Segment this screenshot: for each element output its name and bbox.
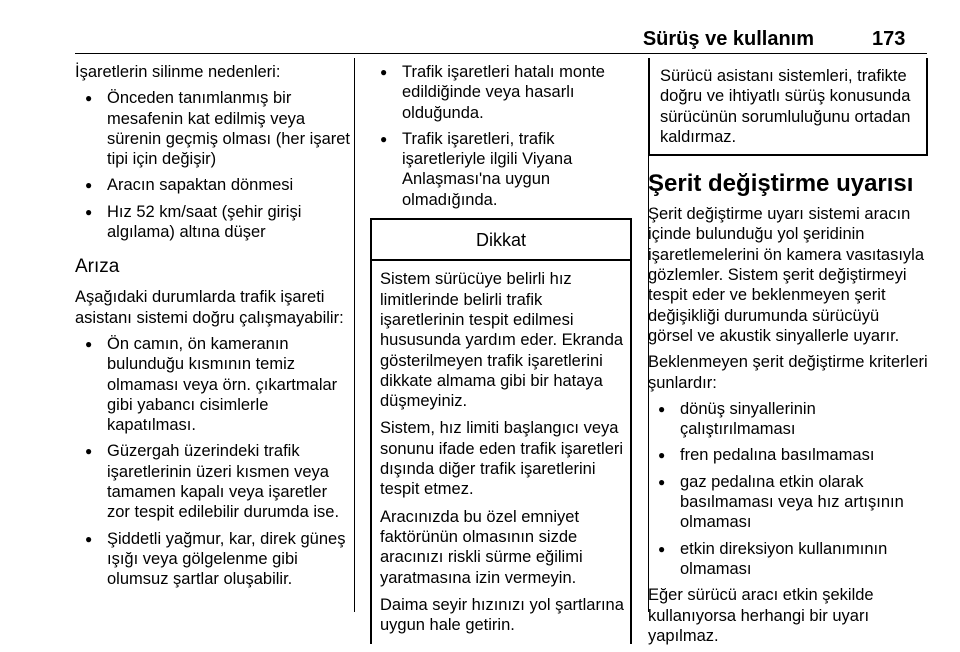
caution-box [370,218,632,644]
list-item: ● fren pedalına basılmaması [648,445,928,465]
criteria-list [648,399,928,579]
caution-paragraph: Aracınızda bu özel emniyet faktörünün olmasının sizde aracınızı riskli sürme eğilimi yaratmasına izin vermeyin. [380,507,583,587]
list-item: ● Güzergah üzerindeki trafik işaretlerinin üzeri kısmen veya tamamen kapalı veya işaretler zor tespit edilebilir durumda ise. [75,441,350,522]
lane-change-heading: Şerit değiştirme uyarısı [648,170,914,198]
column-1 [75,62,350,596]
list-item: ● gaz pedalına etkin olarak basılmaması veya hız artışının olmaması [648,472,928,533]
column-2 [370,62,632,644]
removal-reasons-list [75,88,350,242]
fault-list [75,334,350,590]
fault-list-continued [370,62,632,210]
list-item: ● Aracın sapaktan dönmesi [75,175,350,195]
list-item: ● dönüş sinyallerinin çalıştırılmaması [648,399,928,440]
list-item: ● Ön camın, ön kameranın bulunduğu kısmının temiz olmaması veya örn. çıkartmalar gibi yabancı cisimlerle kapatılması. [75,334,350,435]
caution-paragraph: Daima seyir hızınızı yol şartlarına uygun hale getirin. [380,595,624,635]
page-number: 173 [872,28,906,50]
note-box: Sürücü asistanı sistemleri, trafikte doğru ve ihtiyatlı sürüş konusunda sürücünün sorumluluğunu ortadan kaldırmaz. [648,58,928,156]
list-item: ● etkin direksiyon kullanımının olmaması [648,539,928,580]
column-3 [648,62,928,652]
criteria-intro: Beklenmeyen şerit değiştirme kriterleri şunlardır: [648,353,928,392]
caution-title: Dikkat [372,218,630,261]
fault-intro: Aşağıdaki durumlarda trafik işareti asistanı sistemi doğru çalışmayabilir: [75,288,344,327]
caution-paragraph: Sistem sürücüye belirli hız limitlerinde belirli trafik işaretlerinin tespit edilmesi hususunda yardım eder. Ekranda gösterilmeyen trafik işaretlerini dikkate almama gibi bir hataya düşmeyiniz. [380,270,624,411]
list-item: ● Trafik işaretleri hatalı monte edildiğinde veya hasarlı olduğunda. [370,62,632,123]
list-item: ● Önceden tanımlanmış bir mesafenin kat edilmiş veya sürenin geçmiş olması (her işaret tipi için değişir) [75,88,350,169]
list-item: ● Hız 52 km/saat (şehir girişi algılama) altına düşer [75,202,350,243]
page-header-title: Sürüş ve kullanım [642,28,814,50]
removal-intro: İşaretlerin silinme nedenleri: [75,63,281,81]
no-warning-text: Eğer sürücü aracı etkin şekilde kullanıyorsa herhangi bir uyarı yapılmaz. [648,586,874,645]
lane-change-description: Şerit değiştirme uyarı sistemi aracın içinde bulunduğu yol şeridinin işaretlemelerini ön kamera vasıtasıyla gözlemler. Sistem şerit değiştirmeyi tespit eder ve beklenmeyen şerit değişikliği durumunda sürücüyü görsel ve akustik sinyallerle uyarır. [648,205,925,345]
list-item: ● Trafik işaretleri, trafik işaretleriyle ilgili Viyana Anlaşması'na uygun olmadığında. [370,129,632,210]
list-item: ● Şiddetli yağmur, kar, direk güneş ışığı veya gölgelenme gibi olumsuz şartlar oluşabilir. [75,529,350,590]
caution-paragraph: Sistem, hız limiti başlangıcı veya sonunu ifade eden trafik işaretleri dışında diğer trafik işaretlerini tespit etmez. [380,419,624,499]
fault-heading: Arıza [75,256,120,278]
caution-body [372,261,630,644]
header-rule [75,53,927,54]
column-divider-1 [354,58,355,612]
